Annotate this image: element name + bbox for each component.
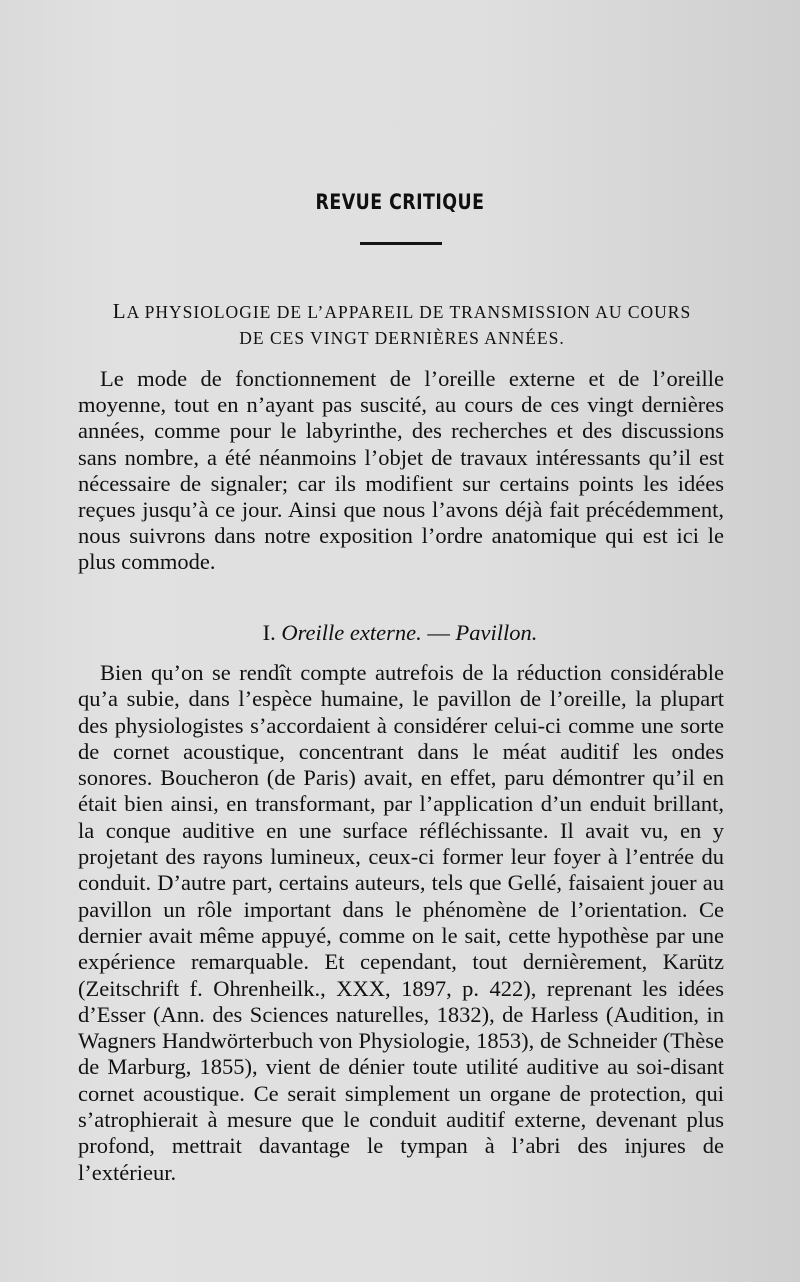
intro-text: [78, 366, 724, 576]
section-dash: —: [427, 620, 450, 645]
section-number: I.: [262, 620, 276, 645]
subtitle-initial: L: [112, 299, 127, 323]
section-title-part-2: Pavillon.: [455, 620, 538, 645]
article-subtitle: [76, 298, 728, 351]
subtitle-line-1: A PHYSIOLOGIE DE L’APPAREIL DE TRANSMISSION AU COURS: [126, 302, 692, 322]
subtitle-line-2: DE CES VINGT DERNIÈRES ANNÉES.: [239, 328, 565, 348]
intro-paragraph: Le mode de fonctionnement de l’oreille externe et de l’oreille moyenne, tout en n’ayant pas suscité, au cours de ces vingt dernières années, comme pour le labyrinthe, des recherches et des discussions sans nombre, a été néanmoins l’objet de travaux intéressants qu’il est nécessaire de signaler; car ils modifient sur certains points les idées reçues jusqu’à ce jour. Ainsi que nous l’avons déjà fait précédemment, nous suivrons dans notre exposition l’ordre anatomique qui est ici le plus commode.: [78, 366, 724, 575]
title-rule: [360, 242, 442, 245]
section-paragraph: Bien qu’on se rendît compte autrefois de la réduction considérable qu’a subie, dans l’espèce humaine, le pavillon de l’oreille, la plupart des physiologistes s’accordaient à considérer celui-ci comme une sorte de cornet acoustique, concentrant dans le méat auditif les ondes sonores. Boucheron (de Paris) avait, en effet, paru démontrer qu’il en était bien ainsi, en transformant, par l’application d’un enduit brillant, la conque auditive en une surface réfléchissante. Il avait vu, en y projetant des rayons lumineux, ceux-ci former leur foyer à l’entrée du conduit. D’autre part, certains auteurs, tels que Gellé, faisaient jouer au pavillon un rôle important dans le phénomène de l’orientation. Ce dernier avait même appuyé, comme on le sait, cette hypothèse par une expérience remarquable. Et cependant, tout dernièrement, Karütz (Zeitschrift f. Ohrenheilk., XXX, 1897, p. 422), reprenant les idées d’Esser (Ann. des Sciences naturelles, 1832), de Harless (Audition, in Wagners Handwörterbuch von Physiologie, 1853), de Schneider (Thèse de Marburg, 1855), vient de dénier toute utilité auditive au soi-disant cornet acoustique. Ce serait simplement un organe de protection, qui s’atrophierait à mesure que le conduit auditif externe, devenant plus profond, mettrait davantage le tympan à l’abri des injures de l’extérieur.: [78, 660, 724, 1185]
page-title: REVUE CRITIQUE: [315, 190, 485, 214]
section-title-part-1: Oreille externe.: [281, 620, 422, 645]
section-heading: [0, 620, 800, 646]
section-text: [78, 660, 724, 1186]
